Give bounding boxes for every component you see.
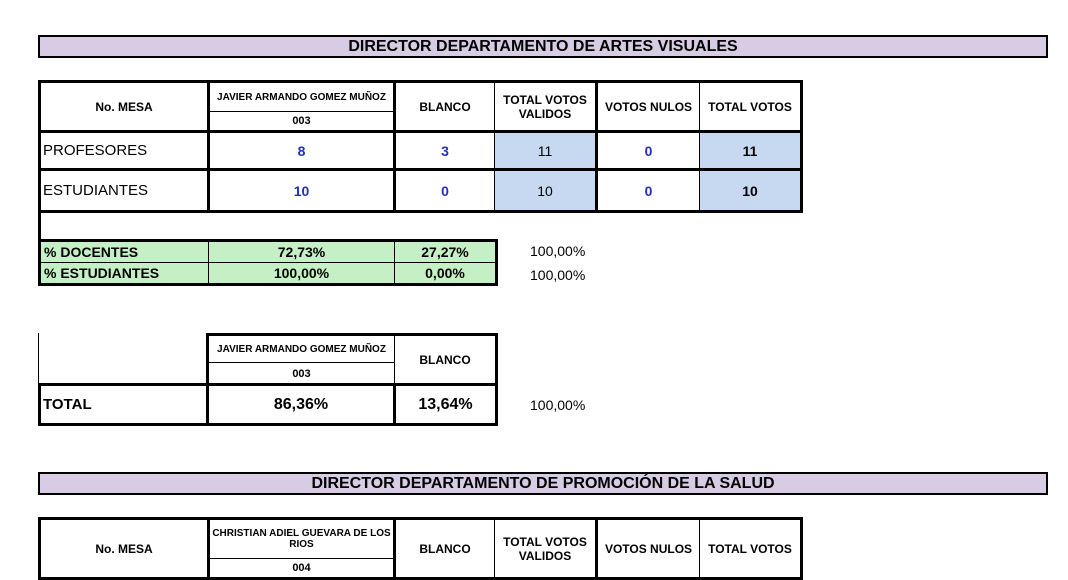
total-table-left-rule	[38, 333, 39, 385]
percent-label: % DOCENTES	[40, 241, 209, 263]
percent-table-1	[38, 239, 498, 286]
total-table-1	[206, 333, 498, 385]
percent-row	[40, 241, 497, 263]
votes-table-1	[38, 80, 803, 213]
percent-blanco: 0,00%	[395, 263, 497, 285]
total-sum: 100,00%	[530, 397, 586, 413]
header-mesa: No. MESA	[40, 519, 209, 579]
votes-table-2	[38, 517, 803, 580]
total-row-table-1	[38, 383, 498, 426]
header-total: TOTAL VOTOS	[700, 82, 802, 132]
header-candidate: CHRISTIAN ADIEL GUEVARA DE LOS RIOS	[209, 519, 395, 559]
header-code: 003	[209, 112, 395, 132]
percent-blanco: 27,27%	[395, 241, 497, 263]
total-header-blanco: BLANCO	[395, 335, 497, 385]
row-candidate-votes: 8	[209, 132, 395, 170]
percent-row	[40, 263, 497, 285]
row-validos: 10	[495, 170, 597, 212]
percent-candidate: 100,00%	[209, 263, 395, 285]
row-total: 11	[700, 132, 802, 170]
percent-candidate: 72,73%	[209, 241, 395, 263]
section2-title: DIRECTOR DEPARTAMENTO DE PROMOCIÓN DE LA SALUD	[38, 472, 1048, 495]
total-label: TOTAL	[40, 385, 208, 425]
row-validos: 11	[495, 132, 597, 170]
row-blanco-votes: 3	[395, 132, 495, 170]
header-nulos: VOTOS NULOS	[597, 519, 700, 579]
header-candidate: JAVIER ARMANDO GOMEZ MUÑOZ	[209, 82, 395, 112]
header-nulos: VOTOS NULOS	[597, 82, 700, 132]
row-label: ESTUDIANTES	[40, 170, 209, 212]
row-total: 10	[700, 170, 802, 212]
row-candidate-votes: 10	[209, 170, 395, 212]
header-blanco: BLANCO	[395, 519, 495, 579]
row-nulos: 0	[597, 170, 700, 212]
header-code: 004	[209, 559, 395, 579]
table-row	[40, 170, 802, 212]
header-validos: TOTAL VOTOS VALIDOS	[495, 519, 597, 579]
table-row	[40, 132, 802, 170]
table-spacer	[38, 213, 41, 239]
row-label: PROFESORES	[40, 132, 209, 170]
percent-sum-estudiantes: 100,00%	[530, 267, 586, 283]
total-blanco-pct: 13,64%	[395, 385, 497, 425]
total-candidate-pct: 86,36%	[208, 385, 395, 425]
total-header-code: 003	[208, 363, 395, 385]
header-blanco: BLANCO	[395, 82, 495, 132]
row-nulos: 0	[597, 132, 700, 170]
percent-sum-docentes: 100,00%	[530, 243, 586, 259]
header-validos: TOTAL VOTOS VALIDOS	[495, 82, 597, 132]
section1-title: DIRECTOR DEPARTAMENTO DE ARTES VISUALES	[38, 35, 1048, 58]
header-mesa: No. MESA	[40, 82, 209, 132]
table-row	[40, 385, 497, 425]
total-header-candidate: JAVIER ARMANDO GOMEZ MUÑOZ	[208, 335, 395, 363]
header-total: TOTAL VOTOS	[700, 519, 802, 579]
percent-label: % ESTUDIANTES	[40, 263, 209, 285]
row-blanco-votes: 0	[395, 170, 495, 212]
